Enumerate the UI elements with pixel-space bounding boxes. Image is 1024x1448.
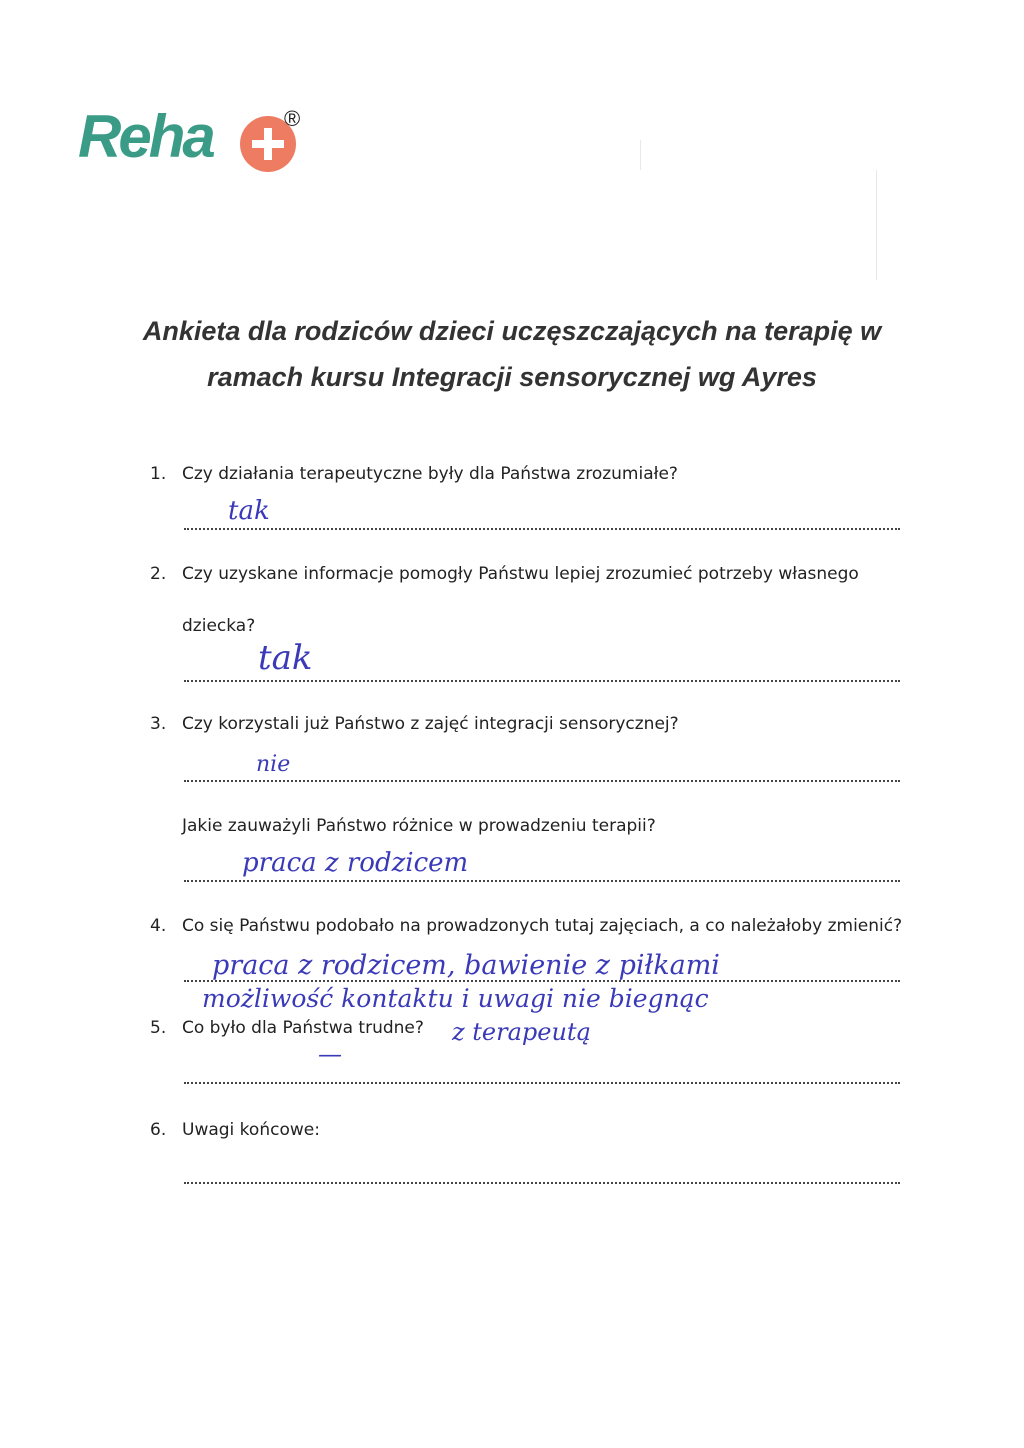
answer-5: — xyxy=(318,1040,342,1068)
question-5 xyxy=(150,1018,424,1038)
question-2-continued: dziecka? xyxy=(182,616,256,636)
answer-4-line-2: możliwość kontaktu i uwagi nie biegnąc xyxy=(202,984,709,1013)
registered-mark: ® xyxy=(284,106,301,131)
question-text: Co się Państwu podobało na prowadzonych tutaj zajęciach, a co należałoby zmienić? xyxy=(182,916,903,936)
reha-logo xyxy=(78,98,318,184)
question-4 xyxy=(150,916,903,936)
answer-line-3b xyxy=(184,880,900,882)
scan-artifact xyxy=(876,170,877,280)
question-text: Czy działania terapeutyczne były dla Państwa zrozumiałe? xyxy=(182,464,678,484)
question-number: 5. xyxy=(150,1018,167,1038)
question-number: 2. xyxy=(150,564,167,584)
answer-2: tak xyxy=(258,638,313,678)
question-6 xyxy=(150,1120,320,1140)
answer-line-4 xyxy=(184,980,900,982)
answer-line-6 xyxy=(184,1182,900,1184)
answer-line-2 xyxy=(184,680,900,682)
question-3 xyxy=(150,714,679,734)
answer-line-5 xyxy=(184,1082,900,1084)
answer-4-line-3: z terapeutą xyxy=(452,1018,591,1046)
question-2 xyxy=(150,564,859,584)
answer-line-1 xyxy=(184,528,900,530)
question-text: Czy korzystali już Państwo z zajęć integracji sensorycznej? xyxy=(182,714,679,734)
question-3-sub: Jakie zauważyli Państwo różnice w prowadzeniu terapii? xyxy=(182,816,656,836)
question-1 xyxy=(150,464,678,484)
answer-3b: praca z rodzicem xyxy=(242,848,469,878)
answer-1: tak xyxy=(228,496,270,526)
question-text: Uwagi końcowe: xyxy=(182,1120,320,1140)
question-text: Co było dla Państwa trudne? xyxy=(182,1018,424,1038)
answer-line-3 xyxy=(184,780,900,782)
title-line-2: ramach kursu Integracji sensorycznej wg Ayres xyxy=(207,362,817,392)
question-number: 4. xyxy=(150,916,167,936)
question-number: 3. xyxy=(150,714,167,734)
answer-4-line-1: praca z rodzicem, bawienie z piłkami xyxy=(212,950,720,981)
answer-3: nie xyxy=(256,752,291,777)
page-title xyxy=(100,308,924,400)
question-text: Czy uzyskane informacje pomogły Państwu lepiej zrozumieć potrzeby własnego xyxy=(182,564,859,584)
scan-artifact xyxy=(640,140,641,170)
title-line-1: Ankieta dla rodziców dzieci uczęszczających na terapię w xyxy=(142,316,882,346)
question-number: 1. xyxy=(150,464,167,484)
question-number: 6. xyxy=(150,1120,167,1140)
logo-wordmark: Reha xyxy=(78,103,213,170)
